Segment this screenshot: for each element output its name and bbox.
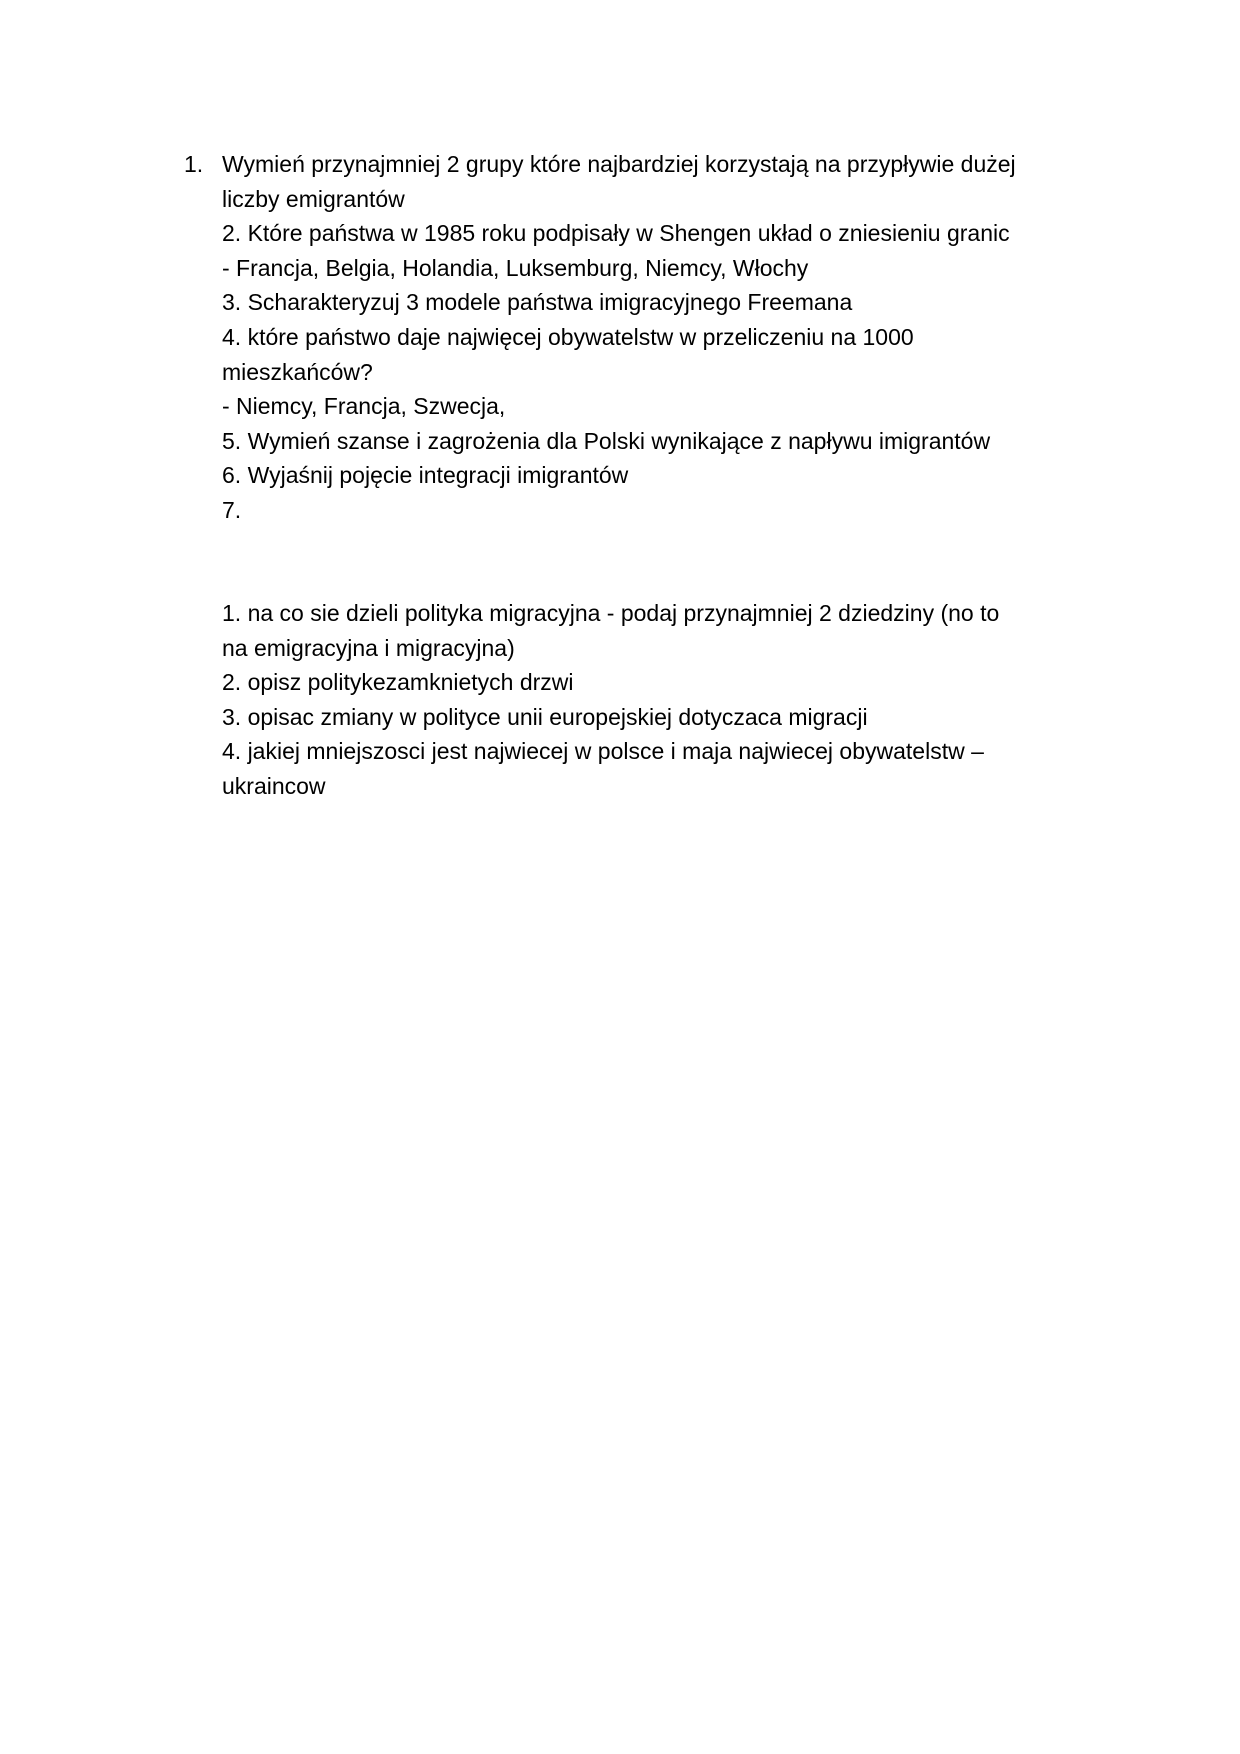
text-line: 6. Wyjaśnij pojęcie integracji imigrantów [222,462,629,489]
text-line: 4. które państwo daje najwięcej obywatelstw w przeliczeniu na 1000 [222,323,914,350]
text-line: na emigracyjna i migracyjna) [222,634,515,661]
text-line: Wymień przynajmniej 2 grupy które najbardziej korzystają na przypływie dużej [222,151,1016,177]
text-line: 2. Które państwa w 1985 roku podpisały w Shengen układ o zniesieniu granic [222,220,1010,247]
text-line: 4. jakiej mniejszosci jest najwiecej w polsce i maja najwiecej obywatelstw – [222,738,984,765]
text-line: 2. opisz politykezamknietych drzwi [222,669,574,696]
text-line: liczby emigrantów [222,185,405,212]
text-line: 3. opisac zmiany w polityce unii europejskiej dotyczaca migracji [222,703,868,730]
text-line: mieszkańców? [222,358,373,385]
text-line: 3. Scharakteryzuj 3 modele państwa imigracyjnego Freemana [222,289,853,316]
text-line: 7. [222,496,242,523]
text-line: ukraincow [222,772,326,799]
text-line: 5. Wymień szanse i zagrożenia dla Polski wynikające z napływu imigrantów [222,427,991,454]
list-number: 1. [184,151,204,177]
text-line: - Francja, Belgia, Holandia, Luksemburg, Niemcy, Włochy [222,254,809,281]
text-line: - Niemcy, Francja, Szwecja, [222,393,506,420]
text-line: 1. na co sie dzieli polityka migracyjna - podaj przynajmniej 2 dziedziny (no to [222,600,1000,626]
question-list-1 [184,147,1102,528]
question-list-2 [222,596,1102,804]
